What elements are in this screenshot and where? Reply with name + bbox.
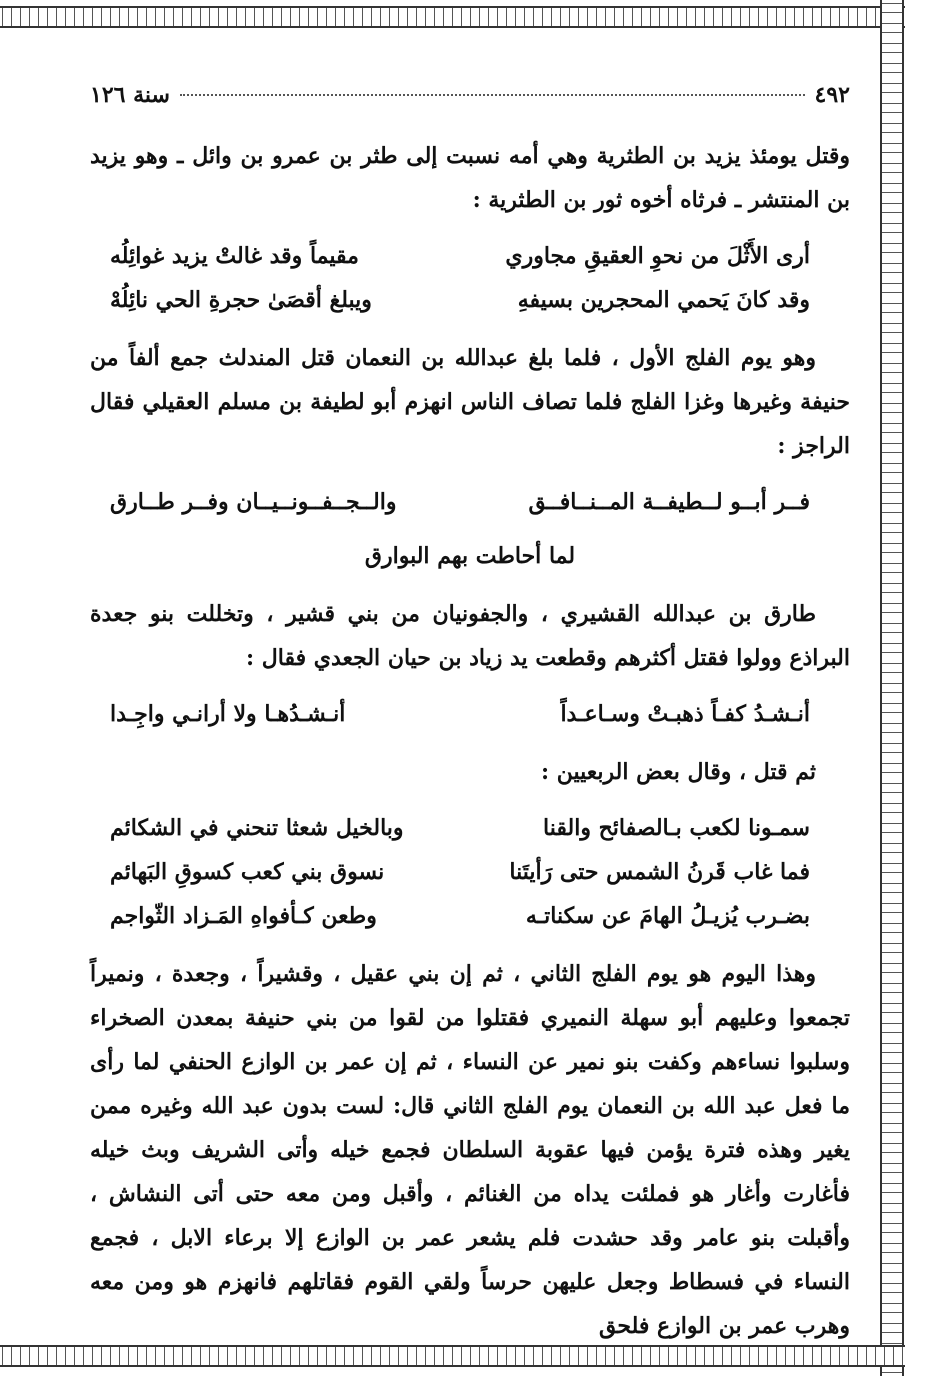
hemistich-first: سمـونا لكعب بـالصفائح والقنا (543, 815, 810, 841)
page-content (90, 70, 850, 1348)
poem-1 (90, 234, 850, 322)
bottom-ornamental-border (0, 1345, 905, 1367)
poem-3 (90, 692, 850, 736)
top-ornamental-border (0, 6, 905, 28)
paragraph-5: وهذا اليوم هو يوم الفلج الثاني ، ثم إن بني عقيل ، وقشيراً ، وجعدة ، ونميراً تجمعوا وعليهم أبو سهلة النميري فقتلوا من لقوا من بني حنيفة بمعدن الصخراء وسلبوا نساءهم وكفت بنو نمير عن النساء ، ثم إن عمر بن الوازع الحنفي لما رأى ما فعل عبد الله بن النعمان يوم الفلج الثاني قال: لست بدون عبد الله وغيره ممن يغير وهذه فترة يؤمن فيها عقوبة السلطان فجمع خيله وأتى الشريف وبث خيله فأغارت وأغار هو فملئت يداه من الغنائم ، وأقبل ومن معه حتى أتى النشاش ، وأقبلت بنو عامر وقد حشدت فلم يشعر عمر بن الوازع إلا برعاء الابل ، فجمع النساء في فسطاط وجعل عليهن حرساً ولقي القوم فقاتلهم فانهزم هو ومن معه وهرب عمر بن الوازع فلحق (90, 961, 850, 1339)
hemistich-first: أرى الأَثْلَ من نحوِ العقيقِ مجاوري (505, 243, 810, 269)
poem-4 (90, 806, 850, 938)
hemistich-second: مقيماً وقد غالتْ يزيد غوائِلُه (110, 243, 359, 269)
hemistich-second: ويبلغ أقصَىٰ حجرةِ الحي نائِلُهْ (110, 287, 372, 313)
paragraph-1: وقتل يومئذ يزيد بن الطثرية وهي أمه نسبت إلى طثر بن عمرو بن وائل ـ وهو يزيد بن المنتشر ـ فرثاه أخوه ثور بن الطثرية : (90, 143, 850, 213)
poem-verse (90, 234, 850, 278)
poem-verse (90, 894, 850, 938)
paragraph-2: وهو يوم الفلج الأول ، فلما بلغ عبدالله بن النعمان قتل المندلث جمع ألفاً من حنيفة وغيرها وغزا الفلج فلما تصاف الناس انهزم أبو لطيفة بن مسلم العقيلي فقال الراجز : (90, 345, 850, 459)
page-header (90, 78, 850, 112)
page-number: ٤٩٢ (814, 82, 850, 108)
poem-verse (90, 480, 850, 524)
header-dotted-leader (180, 94, 805, 96)
right-ornamental-border (880, 0, 904, 1376)
running-title: سنة ١٢٦ (90, 82, 170, 108)
hemistich-first: أنـشـدُ كفـاً ذهبـتْ وسـاعـداً (560, 701, 810, 727)
hemistich-first: وقد كانَ يَحمي المحجرين بسيفهِ (517, 287, 810, 313)
hemistich-second: أنـشـدُهـا ولا أرانـي واجِـدا (110, 701, 346, 727)
hemistich-first: بضـرب يُزيـلُ الهامَ عن سكناتـه (525, 903, 810, 929)
poem-verse (90, 278, 850, 322)
paragraph-3: طارق بن عبدالله القشيري ، والجفونيان من بني قشير ، وتخللت بنو جعدة البراذع وولوا فقتل أكثرهم وقطعت يد زياد بن حيان الجعدي فقال : (90, 601, 850, 671)
hemistich-first: فما غاب قَرنُ الشمس حتى رَأيتَنا (509, 859, 810, 885)
paragraph-4: ثم قتل ، وقال بعض الربعيين : (541, 759, 816, 785)
hemistich-second: وبالخيل شعثا تنحني في الشكائم (110, 815, 404, 841)
hemistich-second: وطعن كـأفواهِ المَـزاد الثّواجم (110, 903, 377, 929)
poem-verse (90, 692, 850, 736)
hemistich-first: فــر أبــو لــطيفــة المــنــافــق (528, 489, 810, 515)
poem-2 (90, 480, 850, 578)
poem-verse (90, 850, 850, 894)
hemistich-second: نسوق بني كعب كسوقِ البَهائم (110, 859, 385, 885)
hemistich-second: والــجــفــونــيــان وفــر طــارق (110, 489, 397, 515)
poem-verse (90, 806, 850, 850)
poem-centered-line: لما أحاطت بهم البوارق (364, 543, 576, 569)
